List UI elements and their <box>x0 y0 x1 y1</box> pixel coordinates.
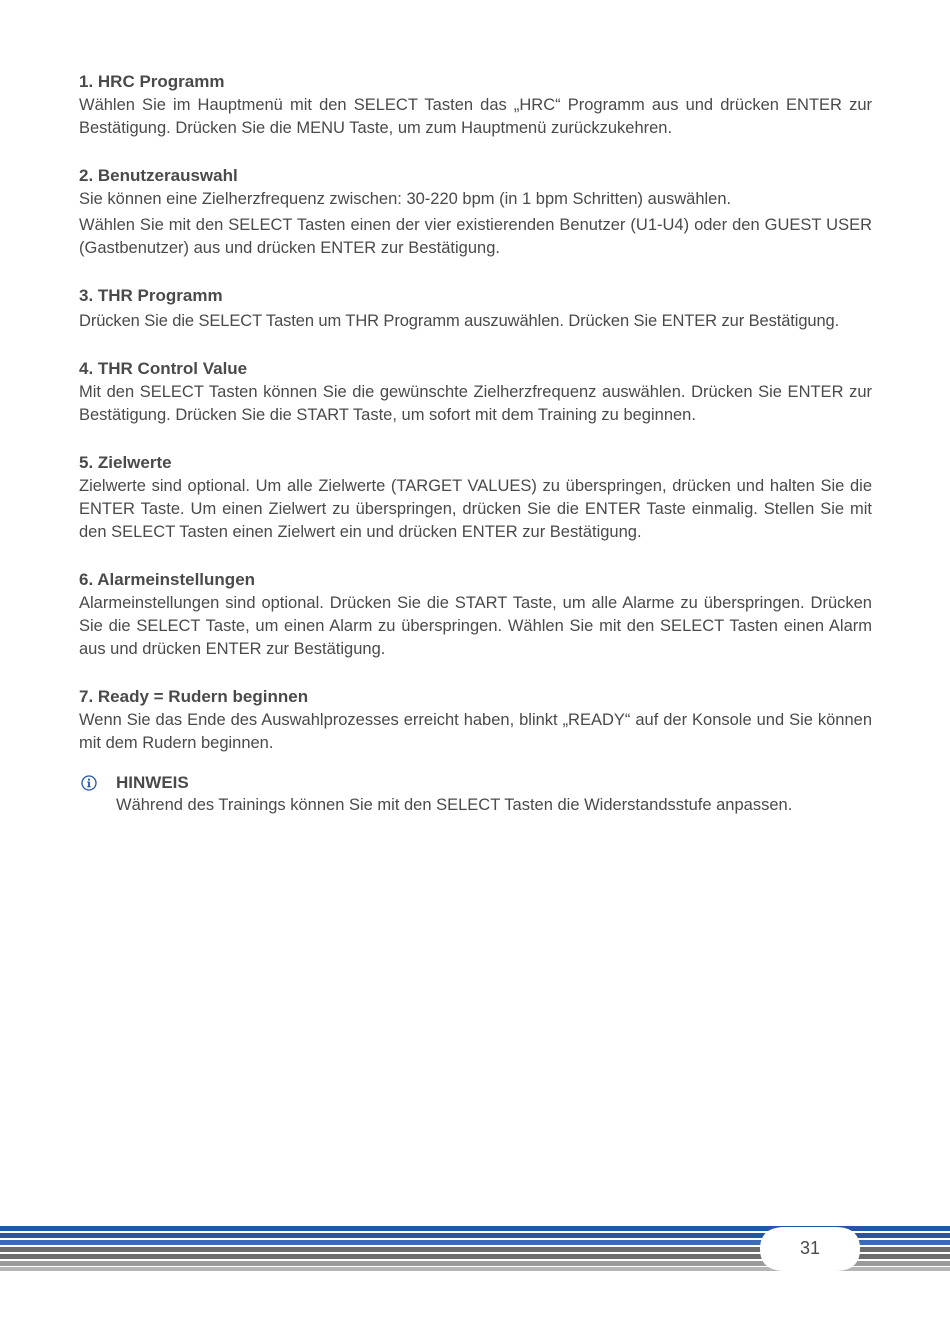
section-title: 7. Ready = Rudern beginnen <box>79 687 309 706</box>
section-thr-programm <box>79 284 872 333</box>
section-paragraph: Sie können eine Zielherzfrequenz zwischen: 30-220 bpm (in 1 bpm Schritten) auswählen. <box>79 190 732 208</box>
section-alarmeinstellungen <box>79 568 872 661</box>
section-ready <box>79 685 872 755</box>
section-title: 3. THR Programm <box>79 286 223 305</box>
section-zielwerte <box>79 451 872 544</box>
info-icon <box>81 775 97 791</box>
section-paragraph: Wählen Sie im Hauptmenü mit den SELECT Tasten das „HRC“ Programm aus und drücken ENTER zur Bestätigung. Drücken Sie die MENU Taste, um zum Hauptmenü zurückzukehren. <box>79 96 872 137</box>
page-number: 31 <box>799 1238 821 1258</box>
section-paragraph: Mit den SELECT Tasten können Sie die gewünschte Zielherzfrequenz auswählen. Drücken Sie ENTER zur Bestätigung. Drücken Sie die START Taste, um sofort mit dem Training zu beginnen. <box>79 383 872 424</box>
section-title: 1. HRC Programm <box>79 72 225 91</box>
section-title: 2. Benutzerauswahl <box>79 166 238 185</box>
section-paragraph: Drücken Sie die SELECT Tasten um THR Programm auszuwählen. Drücken Sie ENTER zur Bestätigung. <box>79 312 840 330</box>
section-benutzerauswahl <box>79 164 872 260</box>
section-paragraph: Wenn Sie das Ende des Auswahlprozesses erreicht haben, blinkt „READY“ auf der Konsole und Sie können mit dem Rudern beginnen. <box>79 711 872 752</box>
page-content <box>79 70 872 817</box>
section-hrc-programm <box>79 70 872 140</box>
note-box <box>79 771 872 817</box>
note-text: Während des Trainings können Sie mit den SELECT Tasten die Widerstandsstufe anpassen. <box>116 796 793 814</box>
note-title: HINWEIS <box>116 773 189 792</box>
section-title: 6. Alarmeinstellungen <box>79 570 256 589</box>
section-paragraph: Alarmeinstellungen sind optional. Drücken Sie die START Taste, um alle Alarme zu überspringen. Drücken Sie die SELECT Taste, um einen Alarm zu überspringen. Wählen Sie mit den SELECT Tasten einen Alarm aus und drücken ENTER zur Bestätigung. <box>79 594 872 658</box>
section-title: 4. THR Control Value <box>79 359 248 378</box>
section-paragraph: Zielwerte sind optional. Um alle Zielwerte (TARGET VALUES) zu überspringen, drücken und halten Sie die ENTER Taste. Um einen Zielwert zu überspringen, drücken Sie die ENTER Taste einmalig. Stellen Sie mit den SELECT Tasten einen Zielwert ein und drücken ENTER zur Bestätigung. <box>79 477 872 541</box>
section-paragraph: Wählen Sie mit den SELECT Tasten einen der vier existierenden Benutzer (U1-U4) oder den GUEST USER (Gastbenutzer) aus und drücken ENTER zur Bestätigung. <box>79 216 872 257</box>
section-title: 5. Zielwerte <box>79 453 172 472</box>
section-thr-control-value <box>79 357 872 427</box>
